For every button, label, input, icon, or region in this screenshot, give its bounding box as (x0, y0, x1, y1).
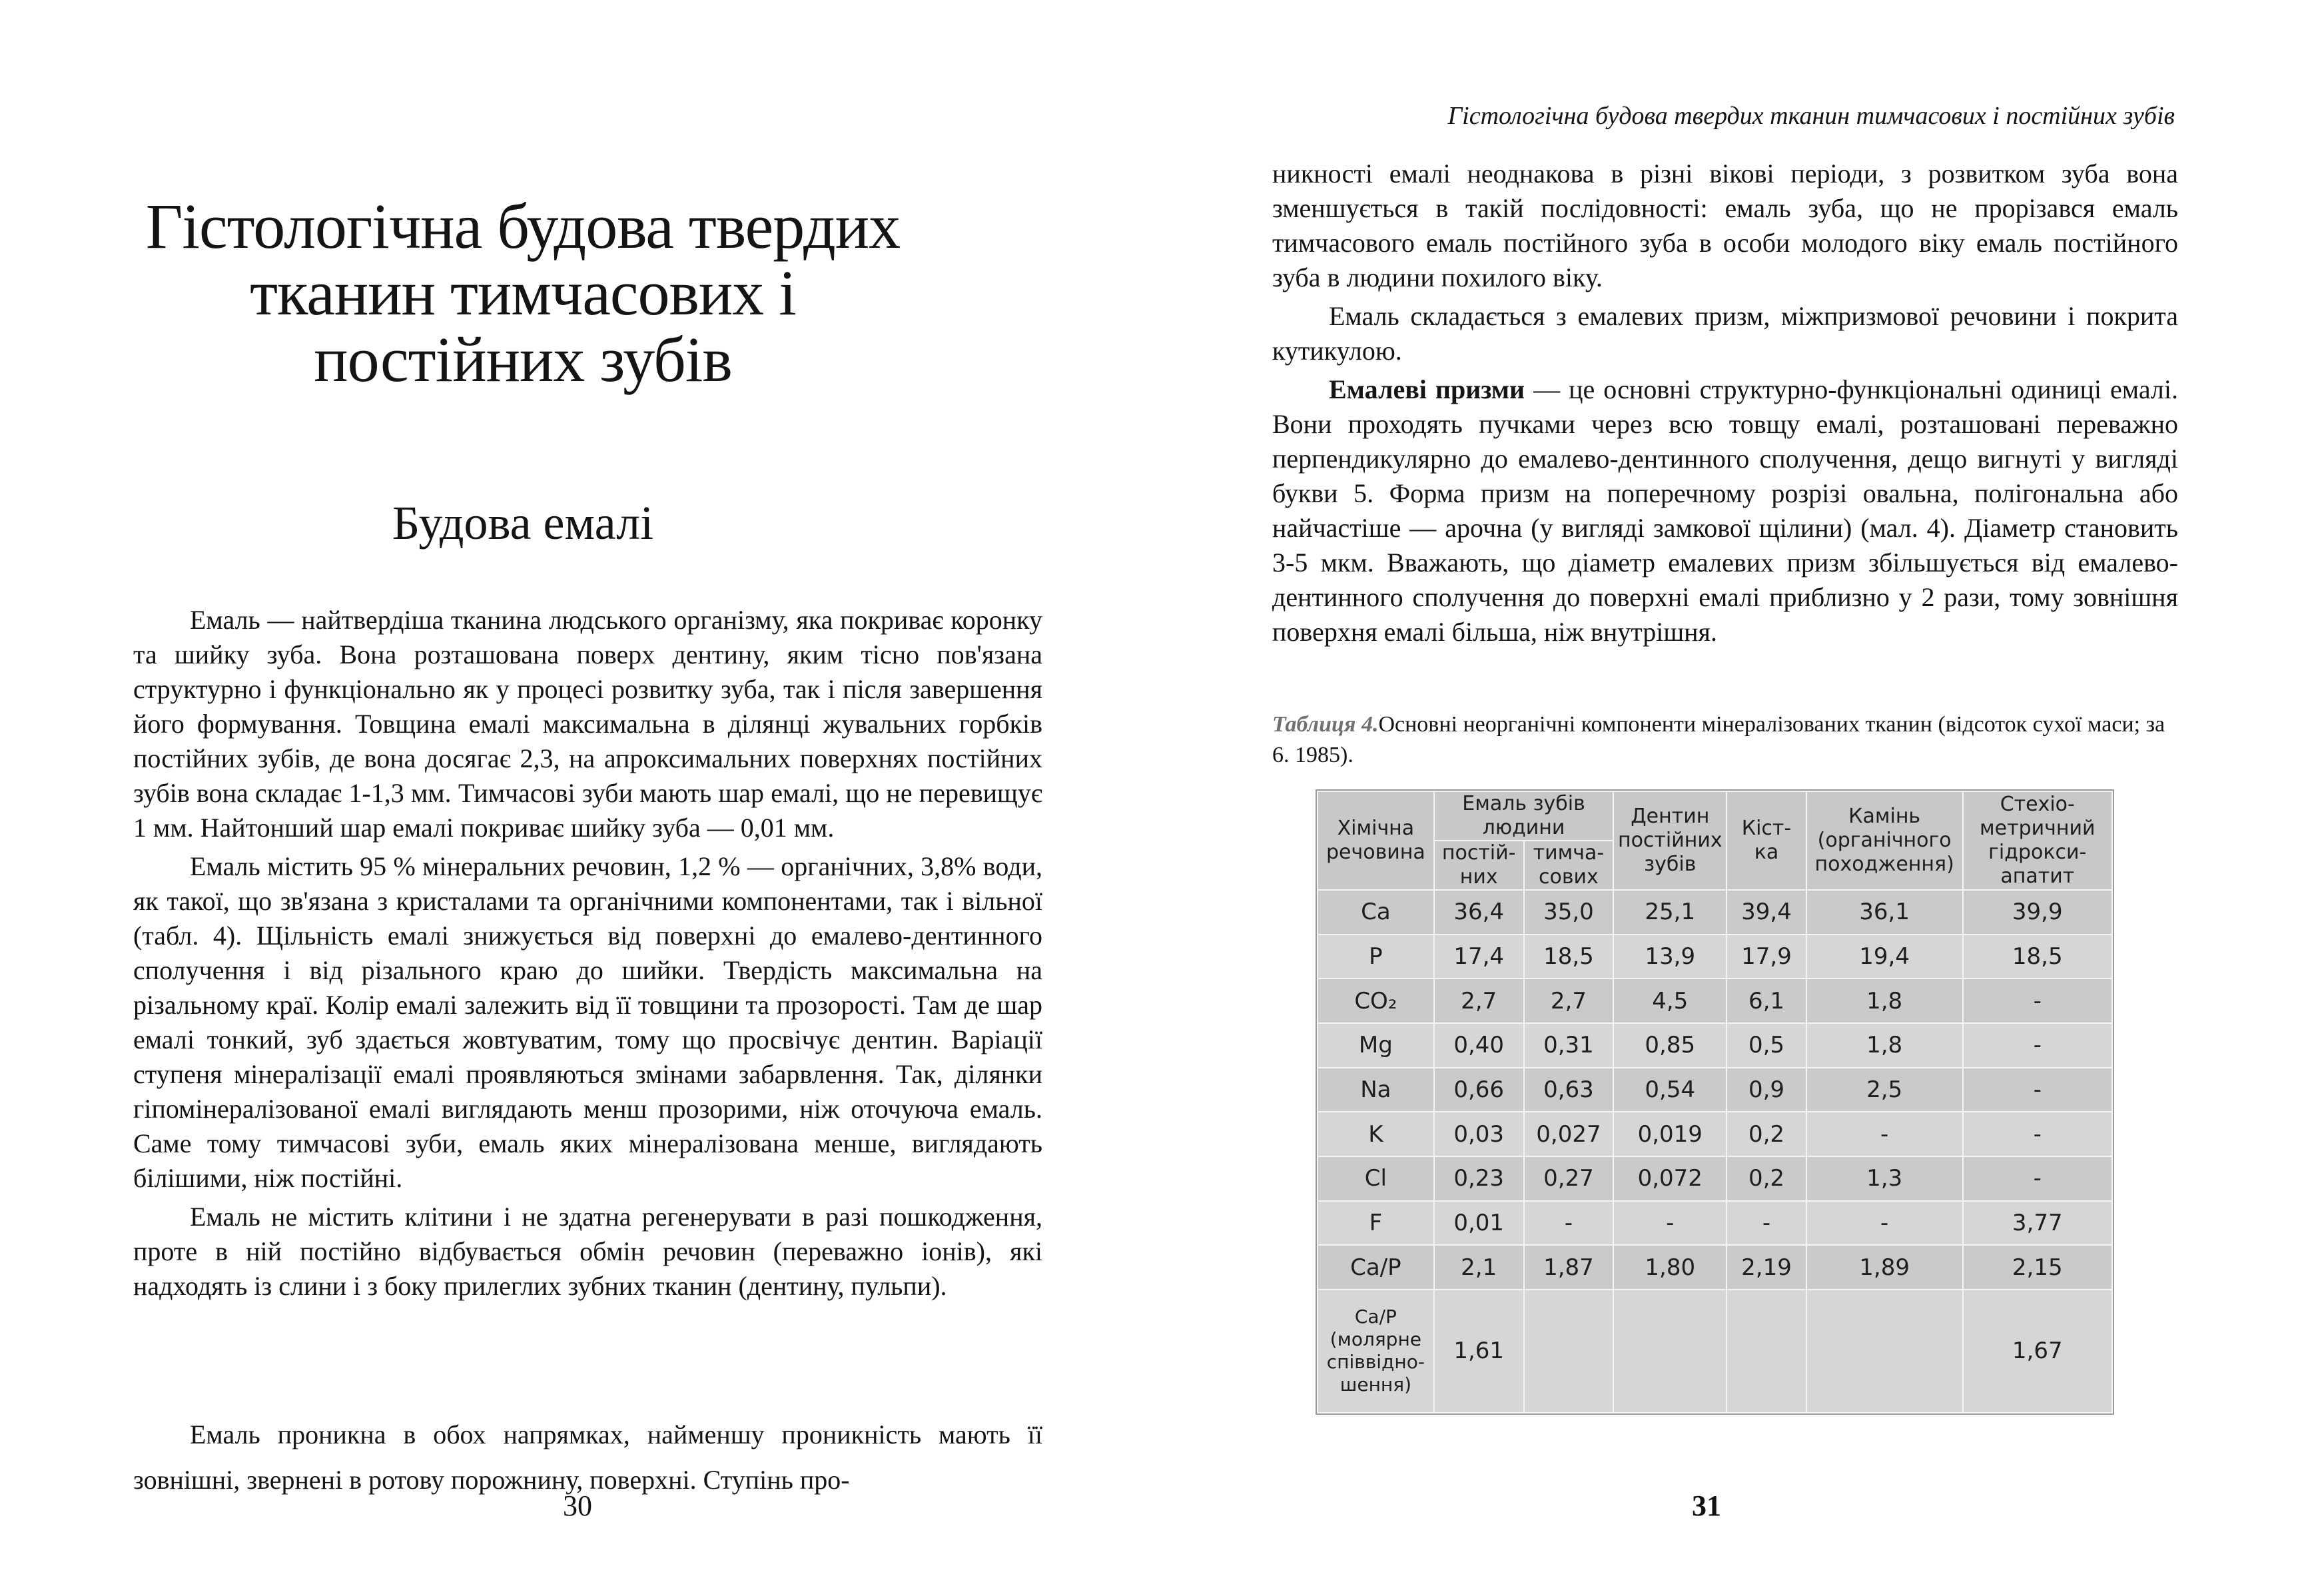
data-table (1317, 791, 2113, 1413)
chapter-title (120, 193, 926, 393)
table-cell: 0,01 (1434, 1201, 1524, 1246)
table-cell: 36,4 (1434, 890, 1524, 935)
table-cell: 25,1 (1613, 890, 1726, 935)
table-cell: 2,19 (1726, 1245, 1806, 1290)
table-cell: 19,4 (1806, 935, 1963, 979)
table-cell: 2,7 (1434, 979, 1524, 1023)
table-cell: CO₂ (1318, 979, 1434, 1023)
table-cell: 1,8 (1806, 1023, 1963, 1068)
chapter-title-line: тканин тимчасових і (250, 257, 796, 328)
table-cell: - (1613, 1201, 1726, 1246)
paragraph: Емаль не містить клітини і не здатна регенерувати в разі пошкодження, проте в ній постійно відбувається обмін речовин (переважно іонів), які надходять із слини і з боку прилеглих зубних тканин (дентину, пульпи). (133, 1202, 1042, 1301)
table-cell: 0,23 (1434, 1156, 1524, 1201)
section-title: Будова емалі (392, 496, 654, 550)
table-cell: - (1963, 979, 2112, 1023)
table-cell: 6,1 (1726, 979, 1806, 1023)
table-cell: - (1963, 1068, 2112, 1112)
paragraph: Емаль — найтвердіша тканина людського організму, яка покриває коронку та шийку зуба. Вона розташована поверх дентину, яким тісно пов'язана структурно і функціонально як у процесі розвитку зуба, так і після завершення його формування. Товщина емалі максимальна в ділянці жувальних горбків постійних зубів, де вона досягає 2,3, на апроксимальних поверхнях постійних зубів вона складає 1-1,3 мм. Тимчасові зуби мають шар емалі, що не перевищує 1 мм. Найтонший шар емалі покриває шийку зуба — 0,01 мм. (133, 605, 1042, 843)
paragraph: Емаль проникна в обох напрямках, найменшу проникність мають її зовнішні, звернені в ротову порожнину, поверхні. Ступінь про- (133, 1419, 1042, 1495)
table-cell (1806, 1290, 1963, 1413)
col-header-dentin: Дентин постійних зубів (1613, 791, 1726, 890)
table-row (1318, 1156, 2112, 1201)
table-cell: 0,66 (1434, 1068, 1524, 1112)
table-cell: 1,87 (1524, 1245, 1614, 1290)
table-cell (1726, 1290, 1806, 1413)
table-cell: 0,27 (1524, 1156, 1614, 1201)
table-cell: 0,54 (1613, 1068, 1726, 1112)
table-cell: Ca/P (1318, 1245, 1434, 1290)
table-row (1318, 1290, 2112, 1413)
table-cell: 0,5 (1726, 1023, 1806, 1068)
table-cell: - (1963, 1023, 2112, 1068)
table-caption-text: Основні неорганічні компоненти мінералізованих тканин (відсоток сухої маси; за 6. 1985). (1272, 712, 2165, 767)
table-cell: - (1963, 1112, 2112, 1156)
table-cell: 1,8 (1806, 979, 1963, 1023)
table-cell: 0,9 (1726, 1068, 1806, 1112)
table-cell: - (1806, 1201, 1963, 1246)
mineral-composition-table (1316, 789, 2114, 1415)
col-header-chem: Хімічна речовина (1318, 791, 1434, 890)
term-enamel-prisms: Емалеві призми (1329, 374, 1525, 404)
table-cell: 0,2 (1726, 1112, 1806, 1156)
table-cell: 1,67 (1963, 1290, 2112, 1413)
table-row (1318, 890, 2112, 935)
table-cell: - (1524, 1201, 1614, 1246)
table-cell: - (1963, 1156, 2112, 1201)
table-cell: 17,4 (1434, 935, 1524, 979)
table-cell: 39,9 (1963, 890, 2112, 935)
table-row (1318, 1023, 2112, 1068)
table-cell (1613, 1290, 1726, 1413)
table-cell: 3,77 (1963, 1201, 2112, 1246)
paragraph (1272, 372, 2178, 649)
table-cell: P (1318, 935, 1434, 979)
table-cell: 4,5 (1613, 979, 1726, 1023)
table-row (1318, 935, 2112, 979)
table-cell: K (1318, 1112, 1434, 1156)
col-header-stone: Камінь (органічного походження) (1806, 791, 1963, 890)
col-header-permanent: постій-них (1434, 841, 1524, 890)
table-caption (1272, 709, 2178, 771)
table-cell: 17,9 (1726, 935, 1806, 979)
table-cell: 0,072 (1613, 1156, 1726, 1201)
table-cell: Ca (1318, 890, 1434, 935)
table-caption-label: Таблиця 4. (1272, 712, 1379, 737)
table-cell: Na (1318, 1068, 1434, 1112)
table-cell: 1,3 (1806, 1156, 1963, 1201)
table-cell: 0,63 (1524, 1068, 1614, 1112)
table-row (1318, 979, 2112, 1023)
paragraph: Емаль складається з емалевих призм, міжпризмової речовини і покрита кутикулою. (1272, 301, 2178, 366)
table-row (1318, 1245, 2112, 1290)
col-header-hydroxyapatite: Стехіо-метричний гідрокси-апатит (1963, 791, 2112, 890)
table-cell: 0,31 (1524, 1023, 1614, 1068)
table-cell: Mg (1318, 1023, 1434, 1068)
table-cell: 2,1 (1434, 1245, 1524, 1290)
table-cell: 0,40 (1434, 1023, 1524, 1068)
col-header-enamel: Емаль зубів людини (1434, 791, 1614, 841)
table-cell: 0,85 (1613, 1023, 1726, 1068)
running-head: Гістологічна будова твердих тканин тимчасових і постійних зубів (1447, 102, 2175, 130)
col-header-bone: Кіст-ка (1726, 791, 1806, 890)
paragraph-text: — це основні структурно-функціональні одиниці емалі. Вони проходять пучками через всю товщу емалі, розташовані переважно перпендикулярно до емалево-дентинного сполучення, дещо вигнуті у вигляді букви 5. Форма призм на поперечному розрізі овальна, полігональна або найчастіше — арочна (у вигляді замкової щілини) (мал. 4). Діаметр становить 3-5 мкм. Вважають, що діаметр емалевих призм збільшується від емалево-дентинного сполучення до поверхні емалі приблизно у 2 рази, тому зовнішня поверхня емалі більша, ніж внутрішня. (1272, 374, 2178, 647)
table-cell: 2,7 (1524, 979, 1614, 1023)
right-body-text (1272, 157, 2178, 649)
table-cell: 18,5 (1524, 935, 1614, 979)
table-row (1318, 1112, 2112, 1156)
table-cell: - (1806, 1112, 1963, 1156)
table-cell: 0,019 (1613, 1112, 1726, 1156)
table-cell: - (1726, 1201, 1806, 1246)
page-number-right: 31 (1692, 1489, 1721, 1522)
table-cell: Cl (1318, 1156, 1434, 1201)
page-number-left: 30 (563, 1489, 592, 1522)
chapter-title-line: Гістологічна будова твердих (145, 191, 901, 262)
table-cell: 2,5 (1806, 1068, 1963, 1112)
left-body-text (133, 603, 1042, 1304)
table-cell: 36,1 (1806, 890, 1963, 935)
table-cell: 13,9 (1613, 935, 1726, 979)
chapter-title-line: постійних зубів (314, 324, 732, 395)
table-cell: 1,61 (1434, 1290, 1524, 1413)
table-cell (1524, 1290, 1614, 1413)
table-cell: F (1318, 1201, 1434, 1246)
table-cell: 2,15 (1963, 1245, 2112, 1290)
paragraph: никності емалі неоднакова в різні вікові періоди, з розвитком зуба вона зменшується в такій послідовності: емаль зуба, що не прорізався емаль тимчасового емаль постійного зуба в особи молодого віку емаль постійного зуба в людини похилого віку. (1272, 159, 2178, 292)
table-cell: 0,2 (1726, 1156, 1806, 1201)
table-cell: 35,0 (1524, 890, 1614, 935)
table-row (1318, 1068, 2112, 1112)
col-header-temporary: тимча-сових (1524, 841, 1614, 890)
paragraph: Емаль містить 95 % мінеральних речовин, 1,2 % — органічних, 3,8% води, як такої, що зв'язана з кристалами та органічними компонентами, так і вільної (табл. 4). Щільність емалі знижується від поверхні до емалево-дентинного сполучення і від різального краю до шийки. Твердість максимальна на різальному краї. Колір емалі залежить від її товщини та прозорості. Там де шар емалі тонкий, зуб здається жовтуватим, тому що просвічує дентин. Варіації ступеня мінералізації емалі проявляються змінами забарвлення. Так, ділянки гіпомінералізованої емалі виглядають менш прозорими, ніж оточуюча емаль. Саме тому тимчасові зуби, емаль яких мінералізована менше, виглядають білішими, ніж постійні. (133, 851, 1042, 1193)
table-cell: 0,03 (1434, 1112, 1524, 1156)
table-cell: 18,5 (1963, 935, 2112, 979)
table-row (1318, 1201, 2112, 1246)
table-cell: 0,027 (1524, 1112, 1614, 1156)
table-cell: 1,80 (1613, 1245, 1726, 1290)
table-cell: 39,4 (1726, 890, 1806, 935)
table-cell: 1,89 (1806, 1245, 1963, 1290)
table-cell: Ca/P (молярне співвідно-шення) (1318, 1290, 1434, 1413)
